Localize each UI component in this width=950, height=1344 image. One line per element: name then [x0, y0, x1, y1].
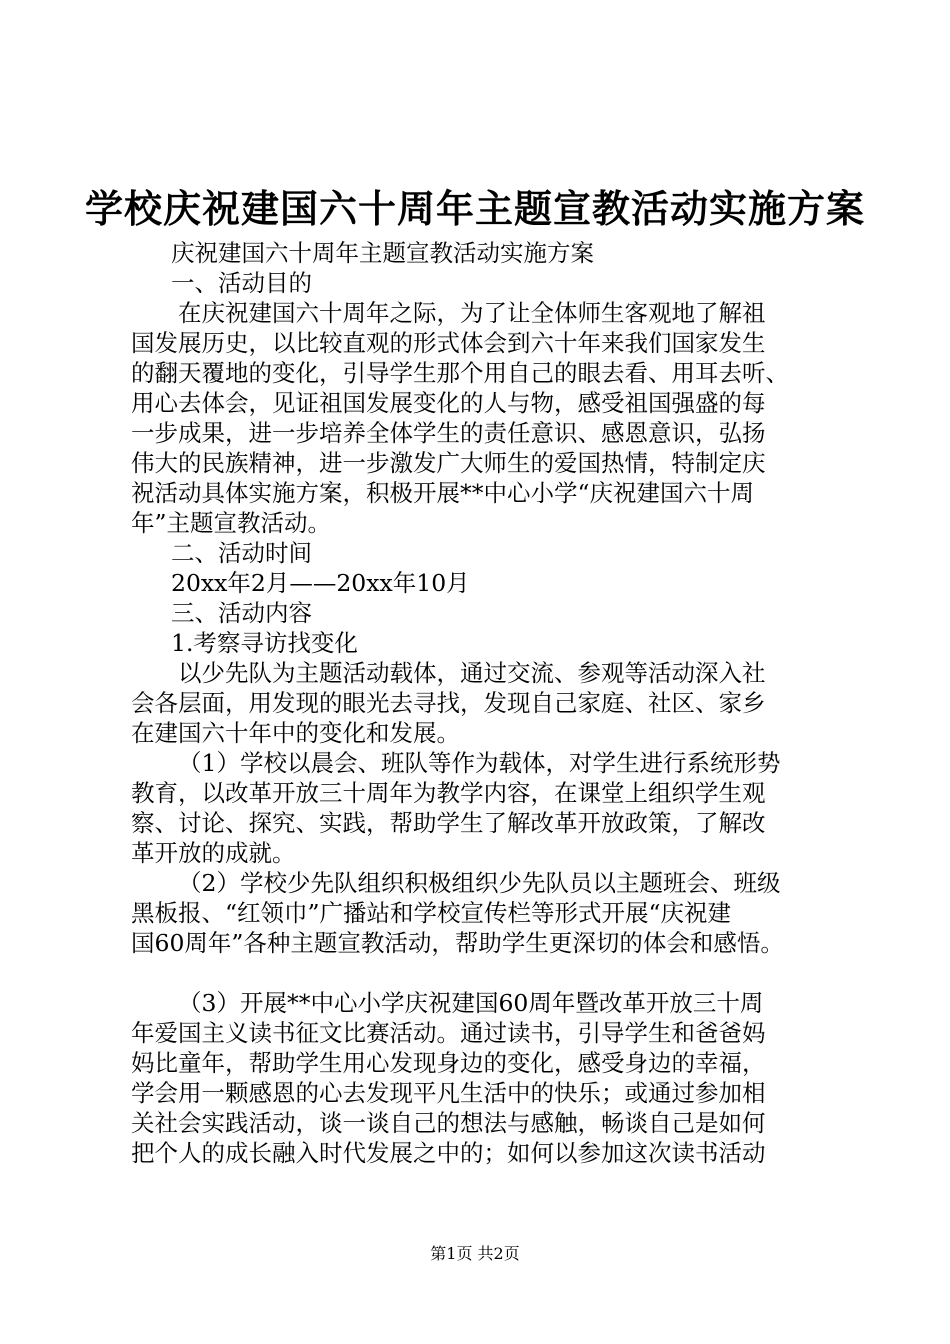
- paragraph-line: 黑板报、“红领巾”广播站和学校宣传栏等形式开展“庆祝建: [131, 899, 732, 927]
- paragraph-line: （1）学校以晨会、班队等作为载体，对学生进行系统形势: [178, 749, 781, 777]
- paragraph-line: 国60周年”各种主题宣教活动，帮助学生更深切的体会和感悟。: [131, 929, 784, 957]
- paragraph-line: 把个人的成长融入时代发展之中的；如何以参加这次读书活动: [131, 1139, 766, 1167]
- paragraph-line: 察、讨论、探究、实践，帮助学生了解改革开放政策，了解改: [131, 809, 766, 837]
- subtitle-line: 庆祝建国六十周年主题宣教活动实施方案: [171, 239, 594, 267]
- paragraph-line: 年”主题宣教活动。: [131, 509, 332, 537]
- paragraph-line: 伟大的民族精神，进一步激发广大师生的爱国热情，特制定庆: [131, 449, 766, 477]
- section-heading: 二、活动时间: [171, 539, 312, 567]
- paragraph-line: 关社会实践活动，谈一谈自己的想法与感触，畅谈自己是如何: [131, 1109, 766, 1137]
- page-footer: 第1页 共2页: [430, 1244, 520, 1263]
- section-heading: 三、活动内容: [171, 599, 312, 627]
- paragraph-line: 革开放的成就。: [131, 839, 296, 867]
- paragraph-line: 在建国六十年中的变化和发展。: [131, 719, 460, 747]
- document-title: 学校庆祝建国六十周年主题宣教活动实施方案: [84, 186, 865, 231]
- paragraph-line: 以少先队为主题活动载体，通过交流、参观等活动深入社: [178, 659, 766, 687]
- paragraph-line: 年爱国主义读书征文比赛活动。通过读书，引导学生和爸爸妈: [131, 1019, 766, 1047]
- subsection-heading: 1.考察寻访找变化: [171, 629, 358, 657]
- paragraph-line: 学会用一颗感恩的心去发现平凡生活中的快乐；或通过参加相: [131, 1079, 766, 1107]
- paragraph-line: 祝活动具体实施方案，积极开展**中心小学“庆祝建国六十周: [131, 479, 755, 507]
- date-range: 20xx年2月——20xx年10月: [171, 569, 470, 597]
- paragraph-line: 的翻天覆地的变化，引导学生那个用自己的眼去看、用耳去听、: [131, 359, 789, 387]
- paragraph-line: 用心去体会，见证祖国发展变化的人与物，感受祖国强盛的每: [131, 389, 766, 417]
- paragraph-line: 教育，以改革开放三十周年为教学内容，在课堂上组织学生观: [131, 779, 766, 807]
- paragraph-line: 会各层面，用发现的眼光去寻找，发现自己家庭、社区、家乡: [131, 689, 766, 717]
- paragraph-line: （3）开展**中心小学庆祝建国60周年暨改革开放三十周: [178, 989, 764, 1017]
- paragraph-line: 国发展历史，以比较直观的形式体会到六十年来我们国家发生: [131, 329, 766, 357]
- paragraph-line: 一步成果，进一步培养全体学生的责任意识、感恩意识，弘扬: [131, 419, 766, 447]
- document-body: [131, 238, 831, 1168]
- section-heading: 一、活动目的: [171, 269, 312, 297]
- paragraph-gap: [131, 958, 831, 988]
- paragraph-line: 妈比童年，帮助学生用心发现身边的变化，感受身边的幸福，: [131, 1049, 766, 1077]
- paragraph-line: 在庆祝建国六十周年之际，为了让全体师生客观地了解祖: [178, 299, 766, 327]
- paragraph-line: （2）学校少先队组织积极组织少先队员以主题班会、班级: [178, 869, 781, 897]
